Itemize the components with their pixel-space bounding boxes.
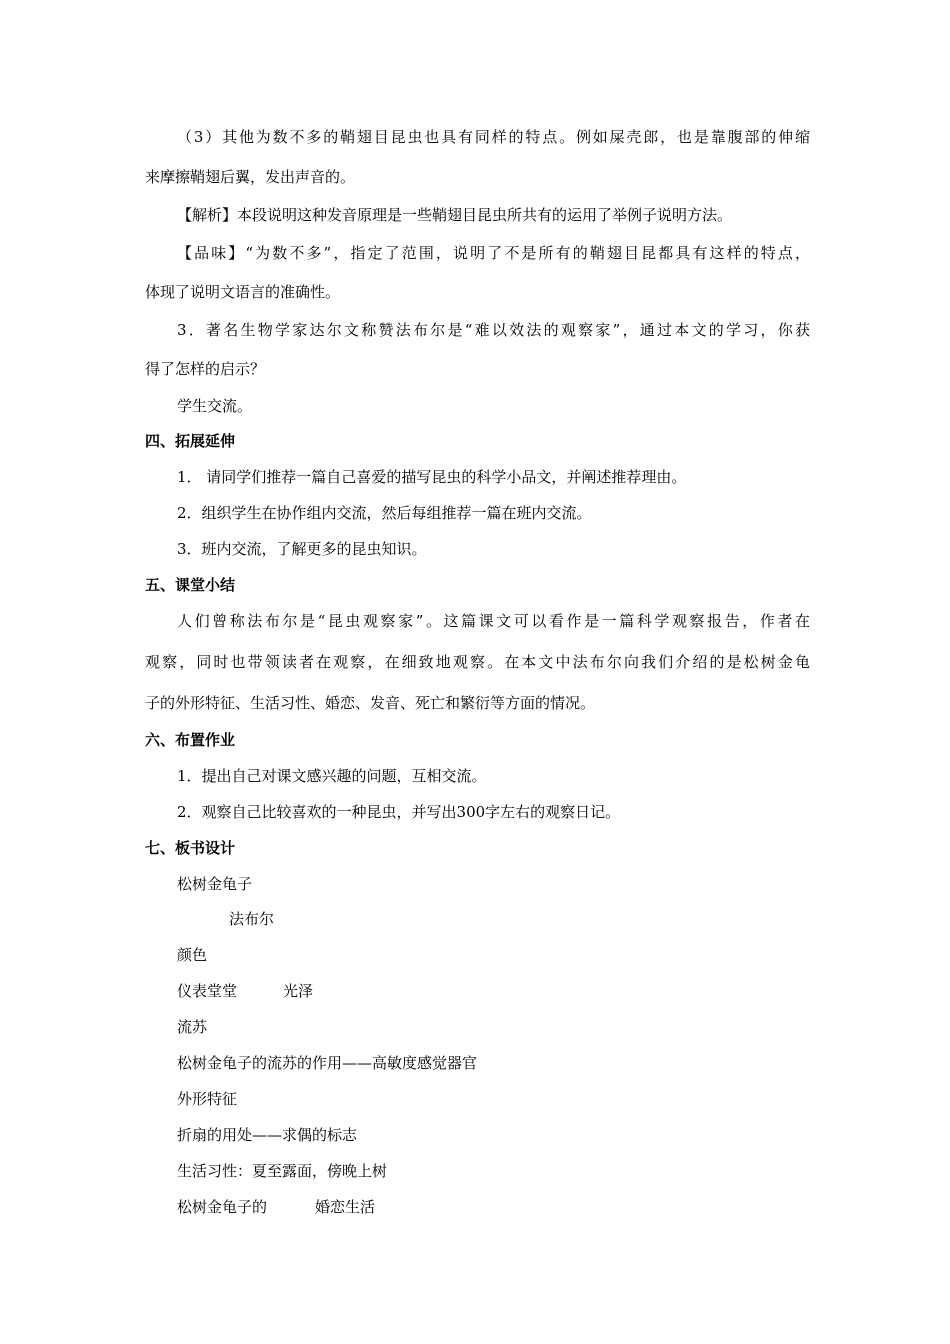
extension-item-3: 3．班内交流，了解更多的昆虫知识。	[177, 540, 427, 558]
paragraph-3-line-1: （3）其他为数不多的鞘翅目昆虫也具有同样的特点。例如屎壳郎，也是靠腹部的伸缩	[177, 128, 810, 146]
board-tassel: 流苏	[177, 1018, 208, 1036]
homework-item-1: 1．提出自己对课文感兴趣的问题，互相交流。	[177, 767, 487, 785]
taste-paragraph-line-1: 【品味】“为数不多”，指定了范围，说明了不是所有的鞘翅目昆都具有这样的特点，	[177, 244, 810, 262]
board-appearance-left: 仪表堂堂	[177, 982, 238, 1000]
board-fan-use: 折扇的用处——求偶的标志	[177, 1126, 358, 1144]
board-tassel-use: 松树金龟子的流苏的作用——高敏度感觉器官	[177, 1054, 478, 1072]
heading-board-design: 七、板书设计	[145, 839, 236, 857]
homework-item-2: 2．观察自己比较喜欢的一种昆虫，并写出300字左右的观察日记。	[177, 803, 621, 821]
question-3-line-1: 3．著名生物学家达尔文称赞法布尔是“难以效法的观察家”，通过本文的学习，你获	[177, 321, 810, 339]
board-love-left: 松树金龟子的	[177, 1198, 268, 1216]
heading-homework: 六、布置作业	[145, 731, 236, 749]
board-appearance-right: 光泽	[283, 982, 314, 1000]
extension-item-2: 2．组织学生在协作组内交流，然后每组推荐一篇在班内交流。	[177, 504, 592, 522]
board-love	[177, 1197, 810, 1217]
extension-item-1: 1． 请同学们推荐一篇自己喜爱的描写昆虫的科学小品文，并阐述推荐理由。	[177, 468, 687, 486]
heading-summary: 五、课堂小结	[145, 576, 236, 594]
heading-extension: 四、拓展延伸	[145, 432, 236, 450]
summary-line-1: 人们曾称法布尔是“昆虫观察家”。这篇课文可以看作是一篇科学观察报告，作者在	[177, 612, 810, 630]
question-3-line-2: 得了怎样的启示？	[145, 360, 266, 378]
board-habits: 生活习性：夏至露面，傍晚上树	[177, 1162, 388, 1180]
analysis-paragraph: 【解析】本段说明这种发音原理是一些鞘翅目昆虫所共有的运用了举例子说明方法。	[177, 206, 733, 224]
board-love-right: 婚恋生活	[315, 1198, 376, 1216]
board-features: 外形特征	[177, 1090, 238, 1108]
board-title: 松树金龟子	[177, 875, 253, 893]
board-appearance	[177, 981, 810, 1001]
summary-line-2: 观察，同时也带领读者在观察，在细致地观察。在本文中法布尔向我们介绍的是松树金龟	[145, 653, 810, 671]
summary-line-3: 子的外形特征、生活习性、婚恋、发音、死亡和繁衍等方面的情况。	[145, 694, 596, 712]
paragraph-3-line-2: 来摩擦鞘翅后翼，发出声音的。	[145, 168, 356, 186]
board-author: 法布尔	[229, 910, 275, 928]
student-answer: 学生交流。	[177, 397, 253, 415]
board-color: 颜色	[177, 946, 208, 964]
taste-paragraph-line-2: 体现了说明文语言的准确性。	[145, 283, 341, 301]
